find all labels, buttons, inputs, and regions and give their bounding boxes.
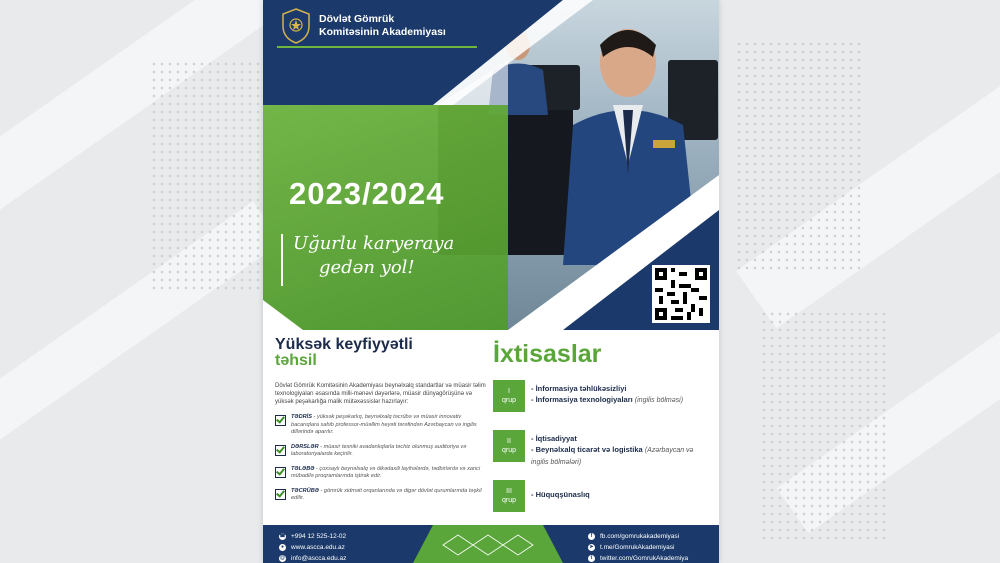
checkbox-icon — [275, 445, 286, 456]
phone-number[interactable]: +994 12 525-12-02 — [291, 533, 347, 540]
footer — [263, 525, 719, 563]
group-label: qrup — [501, 397, 516, 404]
specialty-item: - İnformasiya təhlükəsizliyi — [531, 384, 627, 393]
item-text: - çoxsaylı beynəlxalq və ölkədaxili layihələrdə, tədbirlərdə və xarici mübadilə proqramlarında iştirak edir. — [291, 465, 481, 479]
intro-text: Dövlət Gömrük Komitəsinin Akademiyası beynəlxalq standartlar və müasir təlim texnologiyaları əsasında milli-mənəvi dəyərlərə, müasir dünyagörüşünə və yüksək peşəkarlığa malik mütəxəssislər hazırlayır: — [275, 383, 486, 405]
specialties-section — [493, 340, 715, 504]
list-item — [275, 466, 490, 481]
email-link[interactable]: info@ascca.edu.az — [291, 555, 347, 562]
facebook-link[interactable]: fb.com/gomrukakademiyasi — [600, 533, 680, 540]
list-item — [275, 488, 490, 503]
group-number: I — [508, 388, 510, 395]
specialty-item: - İqtisadiyyat — [531, 434, 577, 443]
slogan — [293, 232, 454, 280]
specialty-item: - Hüquqşünaslıq — [531, 490, 590, 499]
quality-education-section — [275, 336, 490, 510]
feature-list — [275, 414, 490, 503]
group-badge — [493, 430, 525, 462]
slogan-line2: gedən yol! — [319, 257, 415, 278]
list-item — [275, 414, 490, 437]
twitter-link[interactable]: twitter.com/GomrukAkademiya — [600, 555, 689, 562]
checkbox-icon — [275, 489, 286, 500]
org-name-line1: Dövlət Gömrük — [319, 13, 395, 25]
globe-icon: ● — [280, 544, 285, 550]
section-subtitle: təhsil — [275, 352, 317, 369]
item-key: DƏRSLƏR — [291, 443, 319, 450]
green-diamond-decoration — [413, 525, 563, 563]
academy-emblem-icon — [281, 8, 311, 44]
group-3 — [493, 480, 590, 512]
facebook-icon: f — [588, 533, 595, 540]
group-label: qrup — [501, 497, 516, 504]
slogan-line1: Uğurlu karyeraya — [293, 233, 455, 254]
item-text: - yüksək peşəkarlıq, beynəlxalq təcrübə və müasir innovativ bacarıqlara sahib professor-müəllim heyəti tərəfindən Azərbaycan və ingilis dillərində aparılır. — [291, 414, 477, 435]
telegram-link[interactable]: t.me/GomrukAkademiyasi — [600, 544, 675, 551]
group-badge — [493, 380, 525, 412]
contact-info — [279, 531, 346, 563]
brochure-poster — [263, 0, 719, 563]
website-link[interactable]: www.ascca.edu.az — [291, 544, 345, 551]
academic-year: 2023/2024 — [289, 176, 445, 211]
logo-block — [281, 8, 446, 44]
item-text: - müasir texniki avadanlıqlarla təchiz olunmuş auditoriya və laboratoriyalarda keçirilir. — [291, 443, 467, 457]
hero-section — [263, 0, 719, 330]
group-number: III — [506, 488, 512, 495]
item-key: TƏCRÜBƏ — [291, 487, 319, 494]
item-key: TƏDRİS — [291, 414, 312, 420]
specialty-item: - Beynəlxalq ticarət və logistika — [531, 445, 643, 454]
telegram-icon: ➤ — [589, 544, 594, 550]
list-item — [275, 444, 490, 459]
section-title: Yüksək keyfiyyətli — [275, 336, 413, 353]
mail-icon: @ — [280, 555, 285, 561]
qr-code — [652, 265, 710, 323]
specialty-note: (Azərbaycan və ingilis bölmələri) — [531, 447, 694, 466]
social-links — [588, 531, 688, 563]
checkbox-icon — [275, 415, 286, 426]
group-2 — [493, 430, 711, 468]
org-name-line2: Komitəsinin Akademiyası — [319, 26, 446, 38]
group-badge — [493, 480, 525, 512]
item-text: - gömrük xidməti orqanlarında və digər dövlət qurumlarında təşkil edilir. — [291, 487, 482, 501]
checkbox-icon — [275, 467, 286, 478]
group-1 — [493, 380, 683, 412]
specialty-item: - İnformasiya texnologiyaları — [531, 395, 633, 404]
divider — [277, 46, 477, 48]
group-label: qrup — [501, 447, 516, 454]
group-number: II — [507, 438, 511, 445]
phone-icon: ☎ — [279, 533, 286, 539]
decorative-shapes — [263, 0, 719, 330]
item-key: TƏLƏBƏ — [291, 465, 315, 472]
specialties-title: İxtisaslar — [493, 340, 602, 368]
specialty-note: (ingilis bölməsi) — [634, 397, 684, 404]
twitter-icon: t — [588, 555, 595, 562]
